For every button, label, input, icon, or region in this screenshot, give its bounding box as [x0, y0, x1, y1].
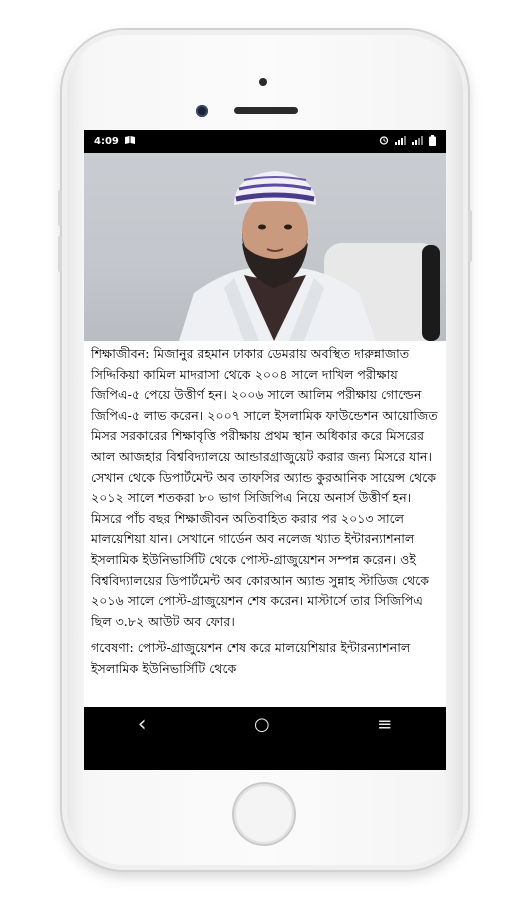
- home-circle-icon[interactable]: ○: [253, 714, 270, 735]
- paragraph-education: শিক্ষাজীবন: মিজানুর রহমান ঢাকার ডেমরায় অবস্থিত দারুন্নাজাত সিদ্দিকিয়া কামিল মাদরাসা থেকে ২০০৪ সালে দাখিল পরীক্ষায় জিপিএ-৫ পেয়ে উত্তীর্ণ হন। ২০০৬ সালে আলিম পরীক্ষায় গোল্ডেন জিপিএ-৫ লাভ করেন। ২০০৭ সালে ইসলামিক ফাউন্ডেশন আয়োজিত মিসর সরকারের শিক্ষাবৃত্তি পরীক্ষায় প্রথম স্থান অধিকার করে মিসরের আল আজহার বিশ্ববিদ্যালয়ে আন্ডারগ্রাজুয়েট করার জন্য মিসরে যান। সেখান থেকে ডিপার্টমেন্ট অব তাফসির অ্যান্ড কুরআনিক সায়েন্স থেকে ২০১২ সালে শতকরা ৮০ ভাগ সিজিপিএ নিয়ে অনার্স উত্তীর্ণ হন। মিসরে পাঁচ বছর শিক্ষাজীবন অতিবাহিত করার পর ২০১৩ সালে মালয়েশিয়া যান। সেখানে গার্ডেন অব নলেজ খ্যাত ইন্টারন্যাশনাল ইসলামিক ইউনিভার্সিটি থেকে পোস্ট-গ্রাজুয়েশন সম্পন্ন করেন। ওই বিশ্ববিদ্যালয়ের ডিপার্টমেন্ট অব কোরআন অ্যান্ড সুন্নাহ স্টাডিজ থেকে ২০১৬ সালে পোস্ট-গ্রাজুয়েশন শেষ করেন। মাস্টার্সে তার সিজিপিএ ছিল ৩.৮২ আউট অব ফোর।: [91, 346, 438, 629]
- volume-up-button: [58, 190, 62, 226]
- portrait-illustration: [84, 153, 446, 341]
- paragraph-research: গবেষণা: পোস্ট-গ্রাজুয়েশন শেষ করে মালয়েশিয়ার ইন্টারন্যাশনাল ইসলামিক ইউনিভার্সিটি থেকে: [91, 640, 411, 676]
- android-nav-bar: [84, 707, 446, 742]
- article-content: [84, 341, 446, 711]
- status-right: [379, 135, 436, 149]
- status-left: [94, 136, 135, 147]
- signal-icon: [395, 136, 406, 148]
- front-camera: [196, 105, 208, 117]
- signal-icon: [412, 136, 423, 148]
- phone-frame: [62, 30, 468, 870]
- volume-down-button: [58, 236, 62, 272]
- phone-screen: [84, 130, 446, 770]
- home-button: [234, 784, 294, 844]
- battery-icon: [429, 135, 436, 149]
- top-sensor: [259, 78, 267, 86]
- back-icon[interactable]: ‹: [137, 712, 147, 737]
- status-time: 4:09: [94, 136, 119, 147]
- alarm-icon: [379, 135, 389, 148]
- recents-icon[interactable]: ≡: [377, 714, 393, 735]
- status-bar: [84, 130, 446, 153]
- book-icon: [125, 136, 135, 147]
- article-photo: [84, 153, 446, 341]
- power-button: [468, 210, 472, 262]
- earpiece-speaker: [234, 107, 298, 114]
